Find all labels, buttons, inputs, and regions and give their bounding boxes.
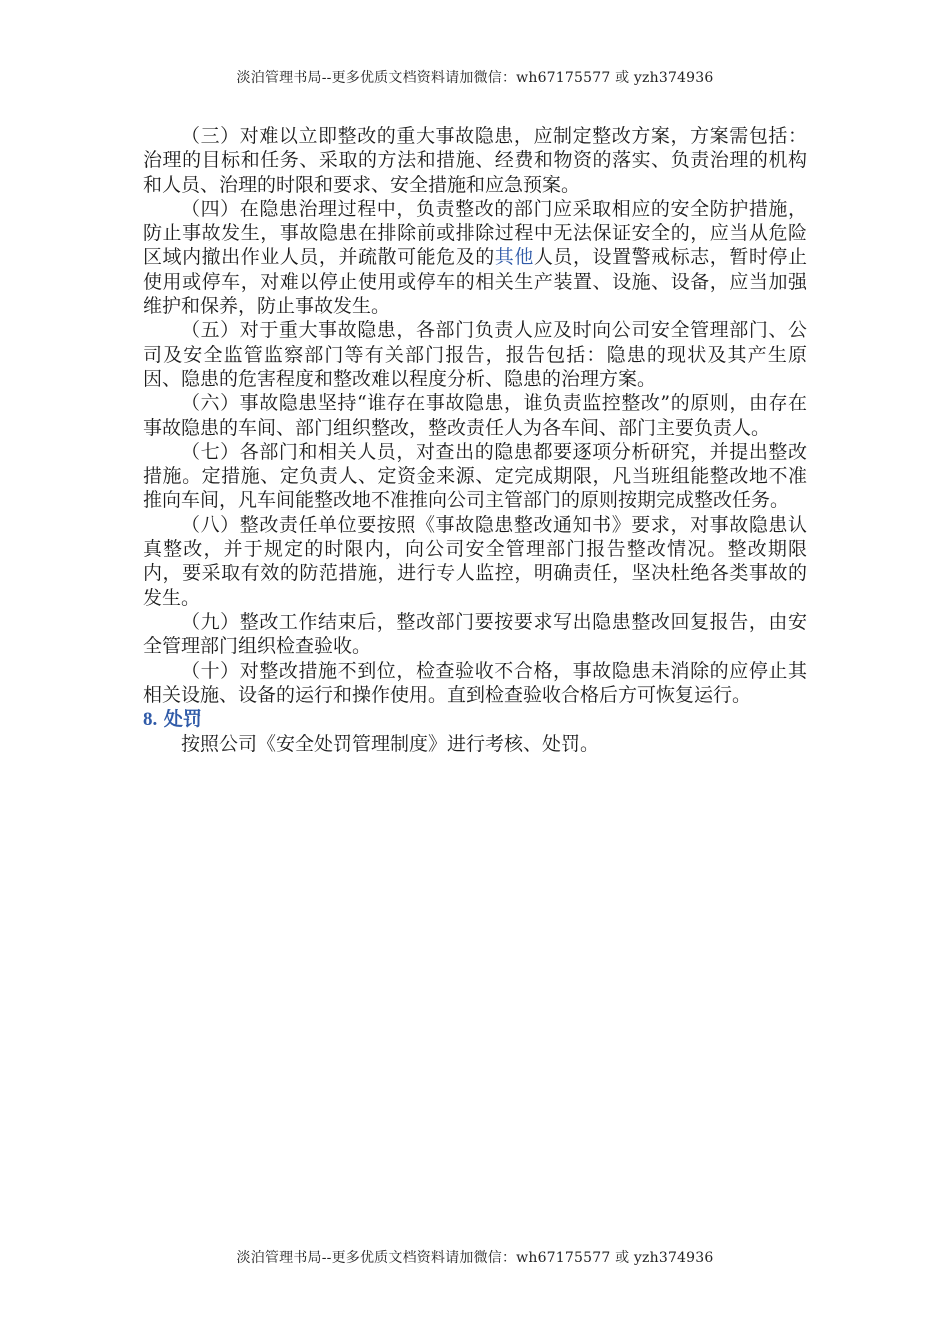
- section-8-body: 按照公司《安全处罚管理制度》进行考核、处罚。: [181, 733, 600, 756]
- section-8-title: 处罚: [163, 708, 202, 731]
- paragraph-5: （五）对于重大事故隐患，各部门负责人应及时向公司安全管理部门、公司及安全监管监察部门等有关部门报告，报告包括：隐患的现状及其产生原因、隐患的危害程度和整改难以程度分析、隐患的治理方案。: [143, 319, 807, 390]
- paragraph-4-text-a: （四）在隐患治理过程中，负责整改的部门应采取相应的安全防护措施，防止事故发生，事故隐患在排除前或排除过程中无法保证安全的，应当从危险区域内撤出作业人员，并疏散可能危及的: [143, 197, 807, 269]
- paragraph-6: （六）事故隐患坚持“谁存在事故隐患，谁负责监控整改”的原则，由存在事故隐患的车间、部门组织整改，整改责任人为各车间、部门主要负责人。: [143, 392, 807, 439]
- paragraph-4: [143, 197, 807, 318]
- page-header: 淡泊管理书局--更多优质文档资料请加微信：wh67175577 或 yzh374936: [236, 70, 714, 86]
- document-body: [143, 124, 807, 757]
- paragraph-8: （八）整改责任单位要按照《事故隐患整改通知书》要求，对事故隐患认真整改，并于规定的时限内，向公司安全管理部门报告整改情况。整改期限内，要采取有效的防范措施，进行专人监控，明确责任，坚决杜绝各类事故的发生。: [143, 513, 807, 609]
- paragraph-4-text-b: 人员，设置警戒标志，暂时停止使用或停车，对难以停止使用或停车的相关生产装置、设施、设备，应当加强维护和保养，防止事故发生。: [143, 246, 807, 318]
- page-footer: 淡泊管理书局--更多优质文档资料请加微信：wh67175577 或 yzh374936: [236, 1250, 714, 1266]
- section-8-heading: [143, 707, 807, 732]
- paragraph-7: （七）各部门和相关人员，对查出的隐患都要逐项分析研究，并提出整改措施。定措施、定负责人、定资金来源、定完成期限，凡当班组能整改地不准推向车间，凡车间能整改地不准推向公司主管部门的原则按期完成整改任务。: [143, 440, 807, 512]
- paragraph-3: （三）对难以立即整改的重大事故隐患，应制定整改方案，方案需包括：治理的目标和任务、采取的方法和措施、经费和物资的落实、负责治理的机构和人员、治理的时限和要求、安全措施和应急预案。: [143, 125, 807, 196]
- section-8-number: 8.: [143, 709, 158, 731]
- highlighted-term: 其他: [494, 246, 534, 269]
- paragraph-9: （九）整改工作结束后，整改部门要按要求写出隐患整改回复报告，由安全管理部门组织检查验收。: [143, 610, 807, 658]
- paragraph-10: （十）对整改措施不到位，检查验收不合格，事故隐患未消除的应停止其相关设施、设备的运行和操作使用。直到检查验收合格后方可恢复运行。: [143, 659, 807, 706]
